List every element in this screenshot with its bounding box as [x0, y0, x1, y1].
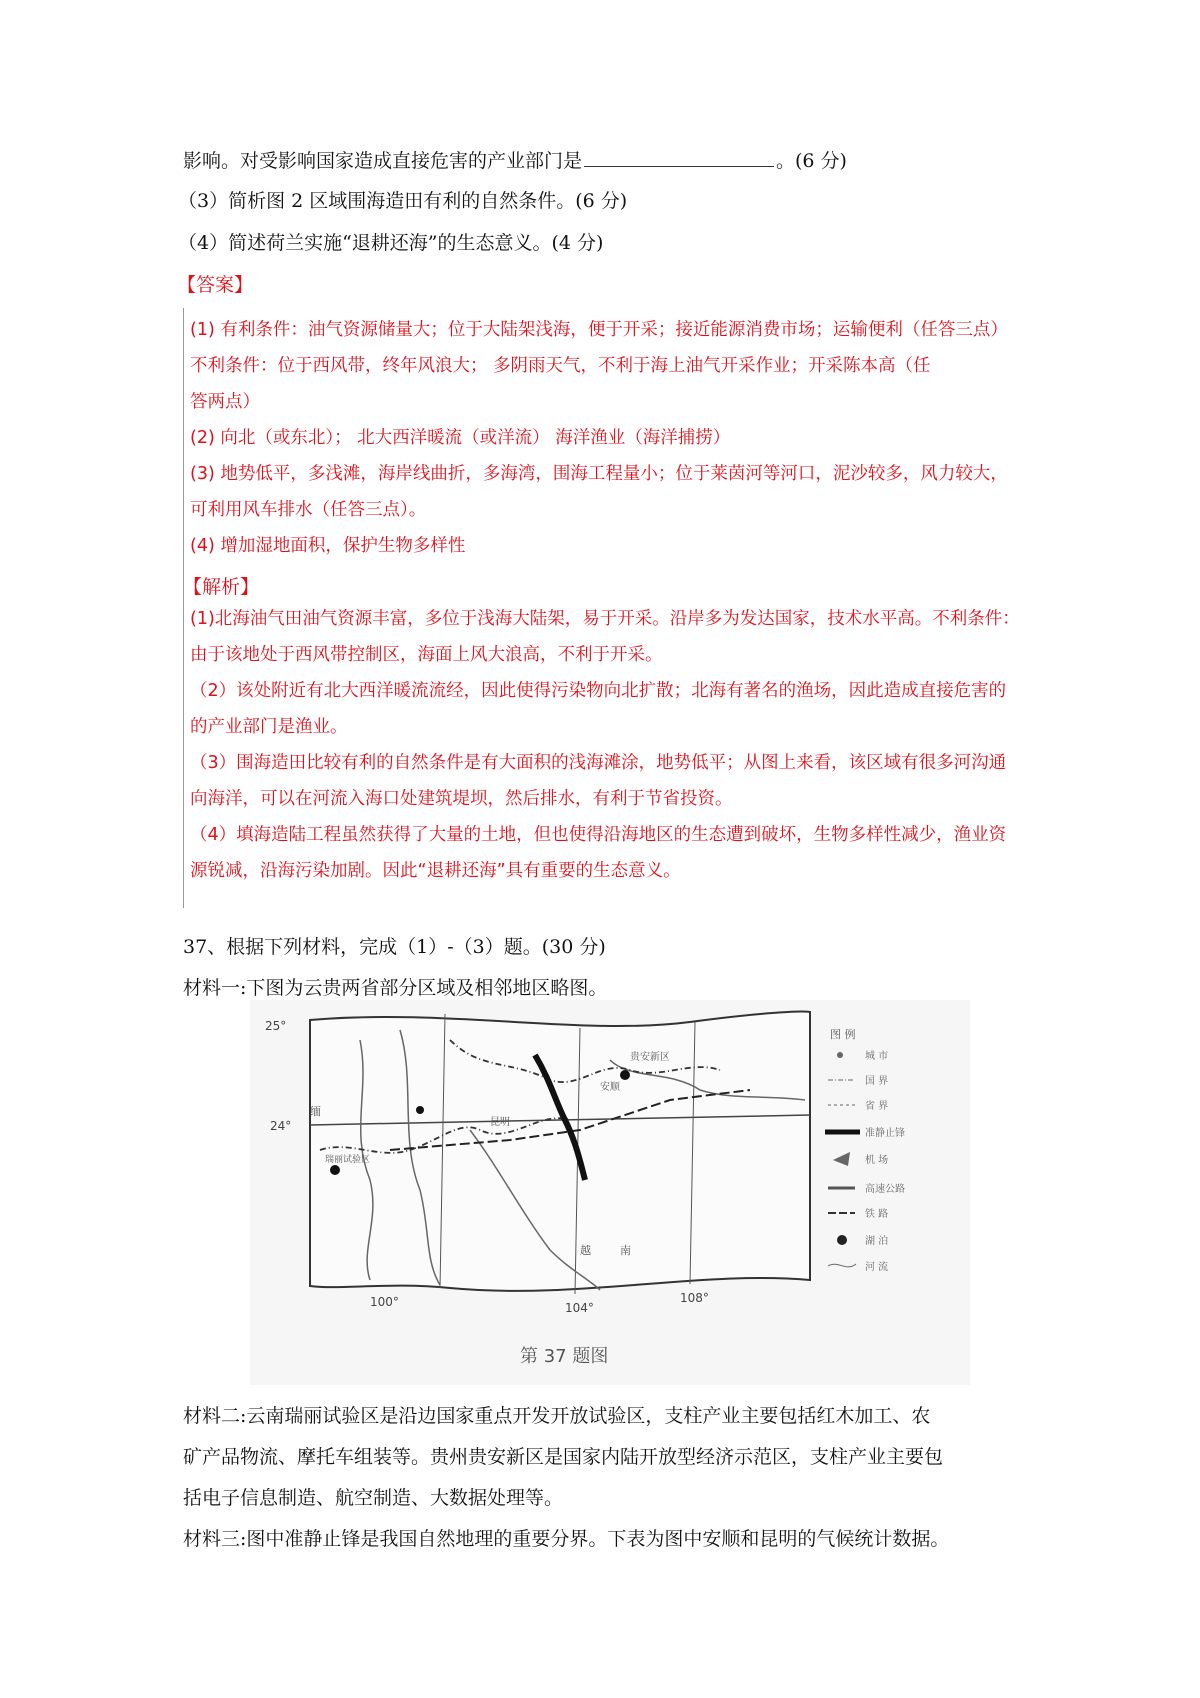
analysis-heading: 【解析】: [183, 576, 260, 598]
analysis-line: (1)北海油气田油气资源丰富，多位于浅海大陆架，易于开采。沿岸多为发达国家，技术水平高。不利条件：: [190, 609, 1020, 629]
lat-label: 24°: [270, 1119, 292, 1133]
legend-item: 准静止锋: [865, 1128, 905, 1139]
analysis-line: （2）该处附近有北大西洋暖流流经，因此使得污染物向北扩散；北海有著名的渔场，因此造成直接危害的: [190, 681, 1007, 701]
legend-item: 城 市: [865, 1051, 889, 1062]
legend-item: 河 流: [865, 1262, 889, 1273]
place-label: 越: [580, 1244, 591, 1257]
analysis-line: 源锐减，沿海污染加剧。因此“退耕还海”具有重要的生态意义。: [190, 861, 681, 881]
analysis-line: 由于该地处于西风带控制区，海面上风大浪高，不利于开采。: [190, 645, 663, 665]
material-2-line: 括电子信息制造、航空制造、大数据处理等。: [183, 1487, 564, 1509]
question-4: （4）简述荷兰实施“退耕还海”的生态意义。(4 分): [178, 232, 604, 254]
material-2-line: 矿产品物流、摩托车组装等。贵州贵安新区是国家内陆开放型经济示范区，支柱产业主要包: [183, 1446, 944, 1468]
answer-line: 可利用风车排水（任答三点）。: [190, 500, 427, 520]
city-anshun-marker: [620, 1070, 630, 1080]
question-score: 。(6 分): [776, 150, 847, 172]
place-label: 贵安新区: [630, 1052, 670, 1063]
answer-box: [183, 308, 1046, 908]
material-1: 材料一:下图为云贵两省部分区域及相邻地区略图。: [183, 977, 608, 999]
analysis-line: （3）围海造田比较有利的自然条件是有大面积的浅海滩涂，地势低平；从图上来看，该区域有很多河沟通: [190, 753, 1007, 773]
place-label: 缅: [310, 1105, 321, 1118]
map-svg: [250, 1000, 970, 1385]
lat-label: 25°: [265, 1019, 287, 1033]
legend-item: 机 场: [865, 1155, 889, 1166]
legend-item: 湖 泊: [865, 1236, 889, 1247]
answer-line: (4) 增加湿地面积，保护生物多样性: [190, 536, 466, 556]
legend-item: 国 界: [865, 1076, 889, 1087]
place-label: 瑞丽试验区: [325, 1155, 371, 1165]
answer-blank: [584, 150, 774, 167]
question-2-tail: [183, 150, 847, 171]
answer-heading: 【答案】: [177, 274, 254, 296]
analysis-line: （4）填海造陆工程虽然获得了大量的土地，但也使得沿海地区的生态遭到破坏，生物多样性减少，渔业资: [190, 825, 1007, 845]
place-label: 安顺: [600, 1082, 620, 1093]
answer-line: 答两点）: [190, 392, 260, 412]
question-37: 37、根据下列材料，完成（1）-（3）题。(30 分): [183, 936, 606, 958]
place-label: 昆明: [490, 1117, 510, 1128]
analysis-line: 向海洋，可以在河流入海口处建筑堤坝，然后排水，有利于节省投资。: [190, 789, 733, 809]
material-3: 材料三:图中准静止锋是我国自然地理的重要分界。下表为图中安顺和昆明的气候统计数据。: [183, 1528, 950, 1550]
place-label: 南: [620, 1244, 631, 1257]
question-text: 影响。对受影响国家造成直接危害的产业部门是: [183, 150, 583, 172]
lon-label: 104°: [565, 1301, 594, 1315]
legend-item: 铁 路: [865, 1209, 889, 1220]
city-ruili-marker: [330, 1165, 340, 1175]
answer-line: (2) 向北（或东北）； 北大西洋暖流（或洋流） 海洋渔业（海洋捕捞）: [190, 428, 731, 448]
answer-line: (3) 地势低平，多浅滩，海岸线曲折，多海湾，围海工程量小；位于莱茵河等河口，泥沙较多，风力较大，: [190, 464, 1008, 484]
lon-label: 100°: [370, 1295, 399, 1309]
map-caption: 第 37 题图: [520, 1346, 609, 1367]
legend-item: 省 界: [865, 1101, 889, 1112]
map-frame: [310, 1011, 810, 1290]
question-3: （3）简析图 2 区域围海造田有利的自然条件。(6 分): [178, 190, 628, 212]
map-figure: [250, 1000, 970, 1385]
analysis-line: 的产业部门是渔业。: [190, 717, 348, 737]
lon-label: 108°: [680, 1291, 709, 1305]
legend-item: 高速公路: [865, 1184, 905, 1195]
material-2-line: 材料二:云南瑞丽试验区是沿边国家重点开发开放试验区，支柱产业主要包括红木加工、农: [183, 1405, 931, 1427]
legend-title: 图 例: [830, 1028, 856, 1041]
answer-line: (1) 有利条件：油气资源储量大；位于大陆架浅海，便于开采；接近能源消费市场；运输便利（任答三点）: [190, 320, 1008, 340]
answer-line: 不利条件：位于西风带，终年风浪大； 多阴雨天气，不利于海上油气开采作业；开采陈本高（任: [190, 356, 931, 376]
